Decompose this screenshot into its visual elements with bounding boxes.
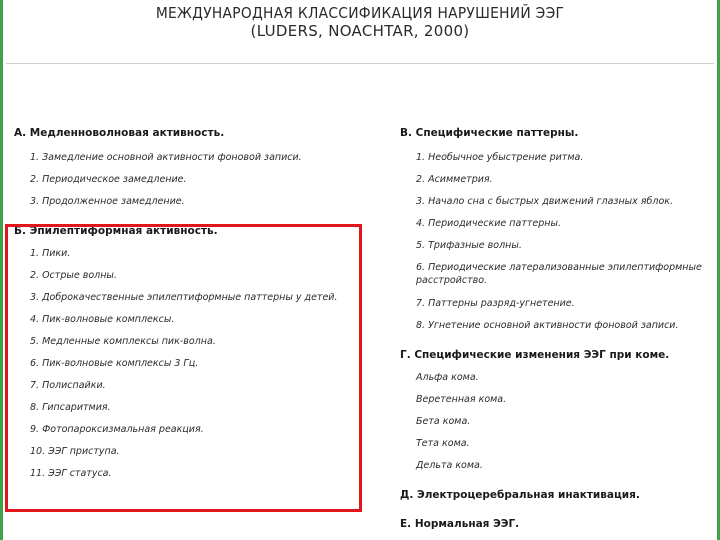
section-b-item: 9. Фотопароксизмальная реакция. (30, 424, 204, 435)
section-v-item: 2. Асимметрия. (416, 174, 493, 185)
section-g-title: Г. Специфические изменения ЭЭГ при коме. (400, 349, 670, 361)
section-v-item: 1. Необычное убыстрение ритма. (416, 152, 584, 163)
section-v-item: 4. Периодические паттерны. (416, 218, 561, 229)
section-g-item: Тета кома. (416, 438, 470, 449)
page-subtitle: (LUDERS, NOACHTAR, 2000) (250, 22, 470, 40)
section-b-item: 7. Полиспайки. (30, 380, 106, 391)
section-v-item: 5. Трифазные волны. (416, 240, 522, 251)
slide-frame-left (0, 0, 3, 540)
section-a-title: А. Медленноволновая активность. (14, 127, 225, 139)
section-v-item: 6. Периодические латерализованные эпилептиформные расстройство. (416, 262, 702, 286)
section-g-item: Дельта кома. (416, 460, 483, 471)
section-d-title: Д. Электроцеребральная инактивация. (400, 489, 640, 501)
section-g-item: Веретенная кома. (416, 394, 507, 405)
section-b-item: 4. Пик-волновые комплексы. (30, 314, 175, 325)
section-a-item: 1. Замедление основной активности фоновой записи. (30, 152, 302, 163)
section-v-item: 3. Начало сна с быстрых движений глазных яблок. (416, 196, 674, 207)
section-b-item: 1. Пики. (30, 248, 71, 259)
section-b-title: Б. Эпилептиформная активность. (14, 225, 218, 237)
section-b-item: 6. Пик-волновые комплексы 3 Гц. (30, 358, 199, 369)
section-v-title: В. Специфические паттерны. (400, 127, 579, 139)
section-g-item: Альфа кома. (416, 372, 479, 383)
section-e-title: Е. Нормальная ЭЭГ. (400, 518, 520, 530)
header-divider (6, 63, 714, 64)
section-g-item: Бета кома. (416, 416, 471, 427)
section-b-item: 2. Острые волны. (30, 270, 117, 281)
highlight-box (5, 224, 362, 512)
page-title: МЕЖДУНАРОДНАЯ КЛАССИФИКАЦИЯ НАРУШЕНИЙ ЭЭГ (155, 4, 565, 22)
section-a-item: 2. Периодическое замедление. (30, 174, 187, 185)
section-b-item: 5. Медленные комплексы пик-волна. (30, 336, 216, 347)
section-b-item: 8. Гипсаритмия. (30, 402, 111, 413)
section-b-item: 10. ЭЭГ приступа. (30, 446, 120, 457)
section-b-item: 11. ЭЭГ статуса. (30, 468, 112, 479)
section-v-item: 8. Угнетение основной активности фоновой записи. (416, 320, 679, 331)
section-a-item: 3. Продолженное замедление. (30, 196, 185, 207)
section-v-item: 7. Паттерны разряд-угнетение. (416, 298, 575, 309)
section-b-item: 3. Доброкачественные эпилептиформные паттерны у детей. (30, 292, 338, 303)
